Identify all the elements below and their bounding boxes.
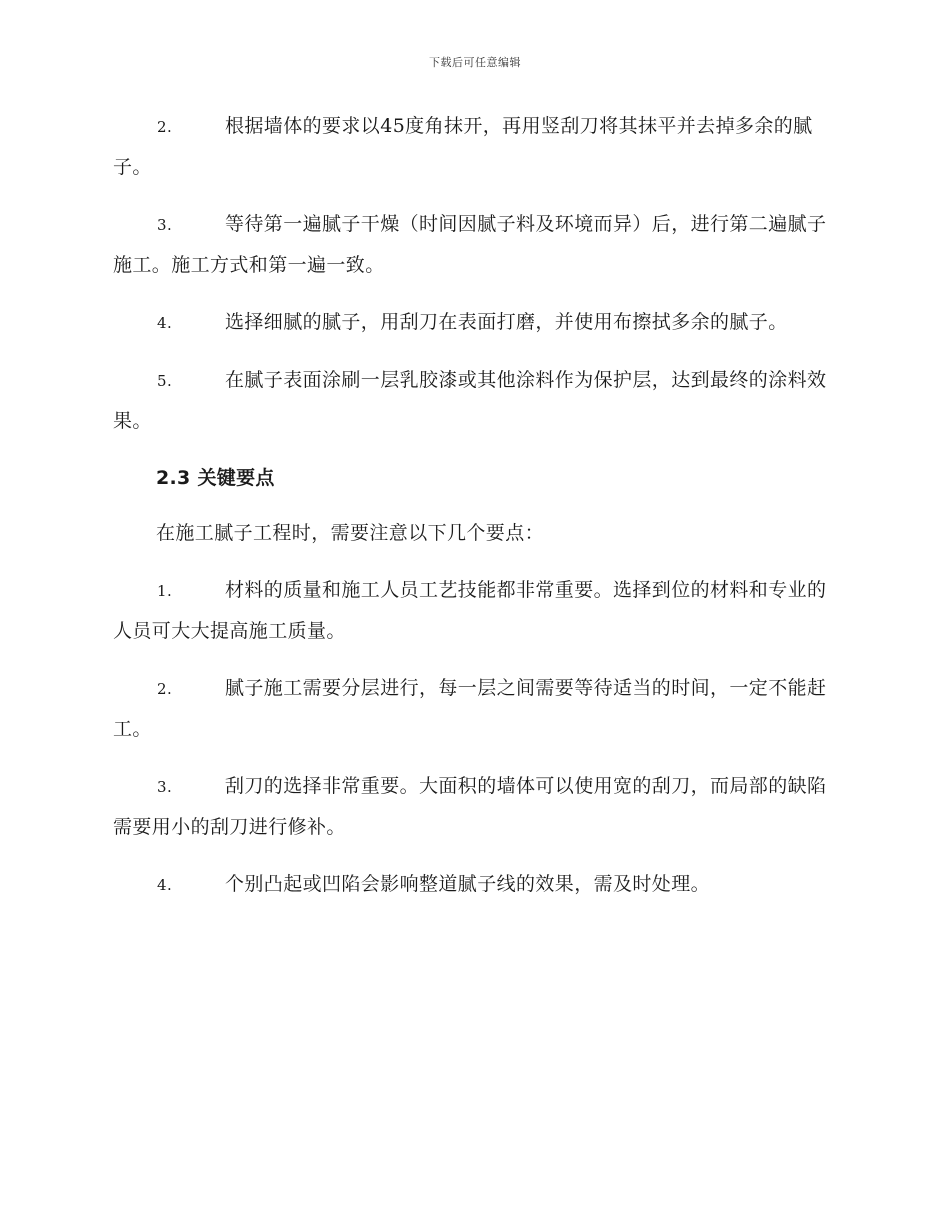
- list-item-number: 3.: [157, 778, 173, 796]
- list-item-text: 腻子施工需要分层进行，每一层之间需要等待适当的时间，一定不能赶工。: [113, 677, 827, 740]
- list-item: [113, 766, 835, 847]
- list-item: [113, 570, 835, 651]
- page-header: 下载后可任意编辑: [429, 56, 521, 69]
- list-item-text: 刮刀的选择非常重要。大面积的墙体可以使用宽的刮刀，而局部的缺陷需要用小的刮刀进行修补。: [113, 775, 827, 838]
- list-item: [113, 864, 835, 905]
- list-item-number: 4.: [157, 876, 173, 894]
- list-item: [113, 106, 835, 187]
- section-heading: 2.3 关键要点: [156, 467, 275, 489]
- list-item-text: 根据墙体的要求以45度角抹开，再用竖刮刀将其抹平并去掉多余的腻子。: [113, 115, 813, 178]
- document-body: [113, 106, 835, 922]
- list-item-text: 等待第一遍腻子干燥（时间因腻子料及环境而异）后，进行第二遍腻子施工。施工方式和第一遍一致。: [113, 213, 827, 276]
- list-item: [113, 668, 835, 749]
- list-item-text: 选择细腻的腻子，用刮刀在表面打磨，并使用布擦拭多余的腻子。: [225, 311, 788, 333]
- list-item-number: 4.: [157, 314, 173, 332]
- list-item-number: 3.: [157, 216, 173, 234]
- section-intro: 在施工腻子工程时，需要注意以下几个要点：: [156, 522, 545, 544]
- list-item: [113, 204, 835, 285]
- list-item-text: 材料的质量和施工人员工艺技能都非常重要。选择到位的材料和专业的人员可大大提高施工质量。: [113, 579, 827, 642]
- list-item-number: 2.: [157, 680, 173, 698]
- list-item-number: 5.: [157, 372, 173, 390]
- list-item-number: 1.: [157, 582, 173, 600]
- list-item-text: 个别凸起或凹陷会影响整道腻子线的效果，需及时处理。: [225, 873, 711, 895]
- list-item-number: 2.: [157, 118, 173, 136]
- list-item: [113, 360, 835, 441]
- list-item-text: 在腻子表面涂刷一层乳胶漆或其他涂料作为保护层，达到最终的涂料效果。: [113, 369, 827, 432]
- list-item: [113, 302, 835, 343]
